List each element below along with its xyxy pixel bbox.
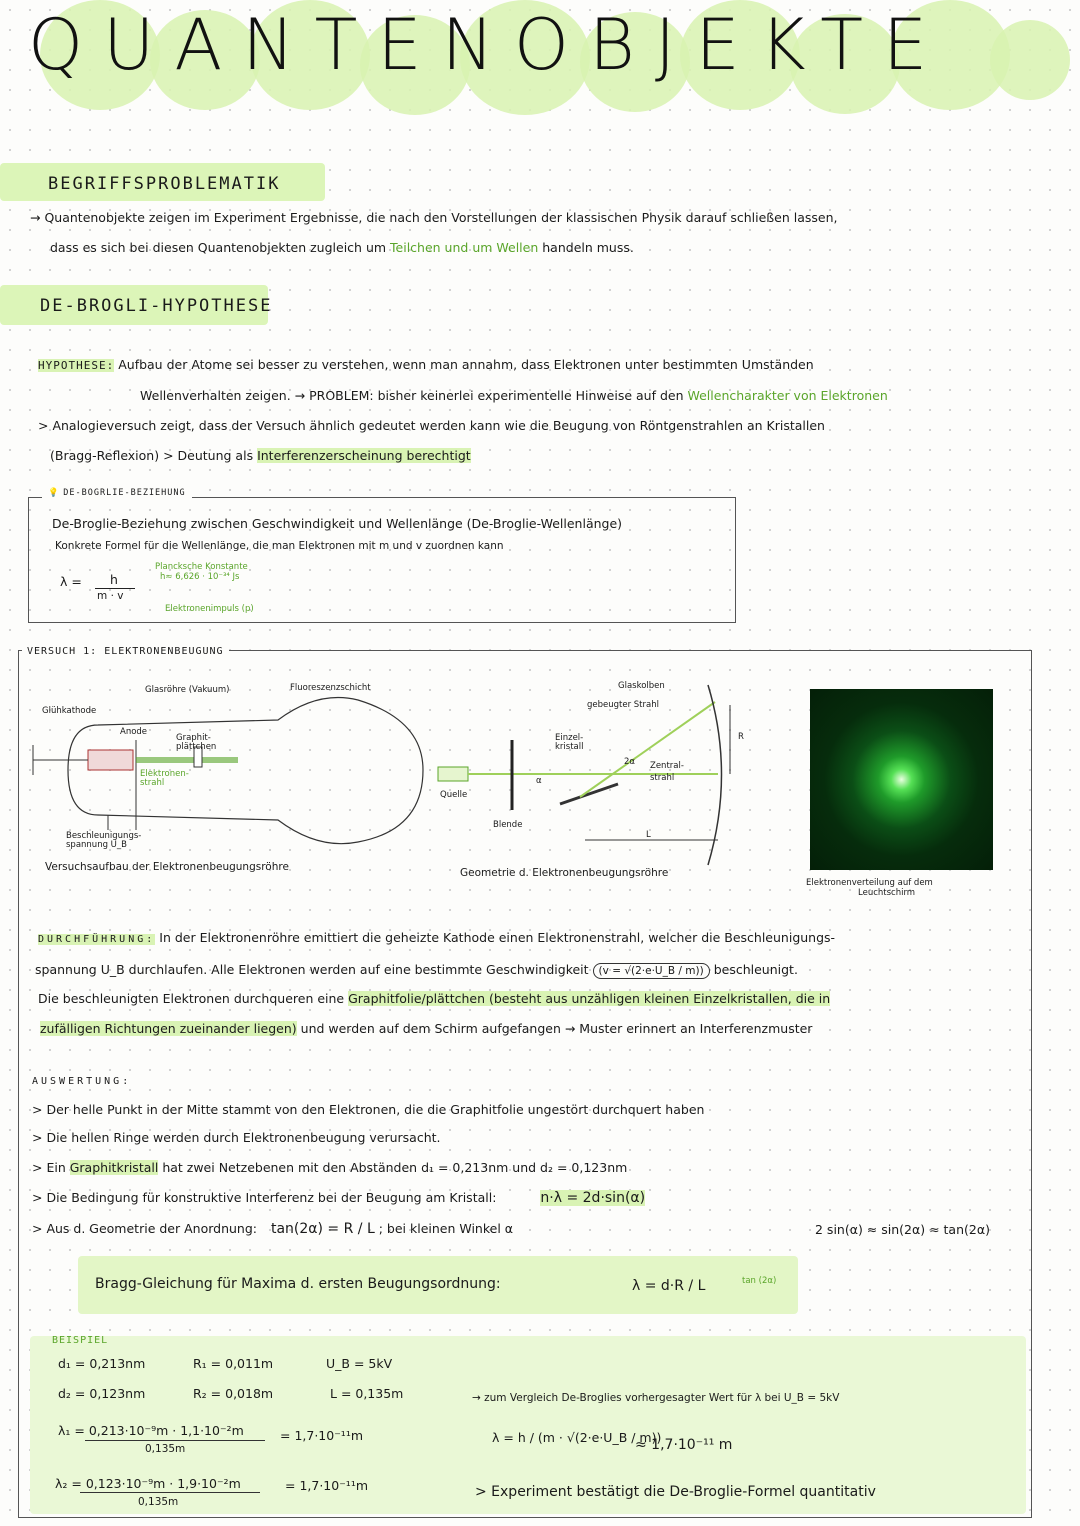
section-heading-versuch: VERSUCH 1: ELEKTRONENBEUGUNG <box>22 646 229 657</box>
label-glasroehre: Glasröhre (Vakuum) <box>145 685 230 695</box>
bragg-note: tan (2α) <box>742 1276 777 1286</box>
hypothesis-line: > Analogieversuch zeigt, dass der Versuch ähnlich gedeutet werden kann wie die Beugung von Röntgenstrahlen an Kristallen <box>38 418 825 433</box>
figure-caption: Versuchsaufbau der Elektronenbeugungsröhre <box>45 861 289 873</box>
hypothesis-line: HYPOTHESE: Aufbau der Atome sei besser zu verstehen, wenn man annahm, dass Elektronen unter bestimmten Umständen <box>38 357 814 372</box>
hypothesis-line: (Bragg-Reflexion) > Deutung als Interferenzerscheinung berechtigt <box>50 448 471 463</box>
label-L: L <box>646 830 651 840</box>
planck-value: h≈ 6,626 · 10⁻³⁴ Js <box>160 572 240 582</box>
impulse-note: Elektronenimpuls (p) <box>165 604 254 614</box>
page-title: QUANTENOBJEKTE <box>28 4 948 86</box>
label-gluehkathode: Glühkathode <box>42 706 97 716</box>
durchfuehrung-line: Die beschleunigten Elektronen durchqueren eine Graphitfolie/plättchen (besteht aus unzähligen kleinen Einzelkristallen, die in <box>38 991 831 1006</box>
relation-text: De-Broglie-Beziehung zwischen Geschwindigkeit und Wellenlänge (De-Broglie-Wellenlänge) <box>52 516 623 531</box>
formula-den: m · v <box>97 590 124 602</box>
label-strahl: Elektronen-strahl <box>140 769 189 788</box>
fraction-line <box>95 588 135 589</box>
fraction-line <box>85 1440 265 1441</box>
figure-caption: Leuchtschirm <box>858 888 916 898</box>
beispiel-label: BEISPIEL <box>52 1335 109 1346</box>
example-result: = 1,7·10⁻¹¹m <box>280 1428 364 1443</box>
example-value: d₁ = 0,213nm <box>58 1356 146 1371</box>
example-calc-den: 0,135m <box>138 1496 179 1508</box>
durchfuehrung-line: zufälligen Richtungen zueinander liegen) und werden auf dem Schirm aufgefangen → Muster erinnert an Interferenzmuster <box>40 1021 813 1036</box>
formula-lhs: λ = <box>60 574 82 589</box>
comparison-result: ≈ 1,7·10⁻¹¹ m <box>635 1437 733 1453</box>
label-R: R <box>738 732 744 742</box>
comparison-formula: λ = h / (m · √(2·e·U_B / m)) <box>492 1430 662 1445</box>
example-value: R₂ = 0,018m <box>193 1386 274 1401</box>
example-value: R₁ = 0,011m <box>193 1356 274 1371</box>
approximation: 2 sin(α) ≈ sin(2α) ≈ tan(2α) <box>815 1222 990 1237</box>
section-heading-begriffsproblematik: BEGRIFFSPROBLEMATIK <box>48 174 281 194</box>
label-anode: Anode <box>120 727 148 737</box>
fraction-line <box>80 1492 260 1493</box>
auswertung-line: > Der helle Punkt in der Mitte stammt von den Elektronen, die die Graphitfolie ungestört durchquert haben <box>32 1102 705 1117</box>
conclusion: > Experiment bestätigt die De-Broglie-Formel quantitativ <box>475 1484 876 1500</box>
label-spannung: Beschleunigungs-spannung U_B <box>66 831 142 850</box>
example-value: L = 0,135m <box>330 1386 404 1401</box>
label-einzelkristall: Einzel-kristall <box>555 733 584 752</box>
label-glaskolben: Glaskolben <box>618 681 665 691</box>
example-value: U_B = 5kV <box>326 1356 393 1371</box>
hypothesis-line: Wellenverhalten zeigen. → PROBLEM: bisher keinerlei experimentelle Hinweise auf den Wellencharakter von Elektronen <box>140 388 888 403</box>
label-gebeugt: gebeugter Strahl <box>587 700 659 710</box>
label-blende: Blende <box>493 820 523 830</box>
diffraction-pattern-image <box>810 689 993 870</box>
auswertung-line: > Aus d. Geometrie der Anordnung: tan(2α) = R / L ; bei kleinen Winkel α <box>32 1221 514 1237</box>
bragg-equation-label: Bragg-Gleichung für Maxima d. ersten Beugungsordnung: <box>95 1276 501 1292</box>
auswertung-line: > Ein Graphitkristall hat zwei Netzebenen mit den Abständen d₁ = 0,213nm und d₂ = 0,123nm <box>32 1160 628 1175</box>
box-label: 💡 DE-BOGRLIE-BEZIEHUNG <box>42 488 192 498</box>
figure-caption: Elektronenverteilung auf dem <box>806 878 933 888</box>
planck-note: Plancksche Konstante <box>155 562 248 572</box>
durchfuehrung-line: DURCHFÜHRUNG: In der Elektronenröhre emittiert die geheizte Kathode einen Elektronenstrahl, welcher die Beschleunigungs- <box>38 930 836 945</box>
section-heading-debroglie: DE-BROGLI-HYPOTHESE <box>40 296 273 316</box>
text-line: dass es sich bei diesen Quantenobjekten zugleich um Teilchen und um Wellen handeln muss. <box>50 240 634 255</box>
example-value: d₂ = 0,123nm <box>58 1386 146 1401</box>
figure-caption: Geometrie d. Elektronenbeugungsröhre <box>460 867 669 879</box>
auswertung-line: > Die Bedingung für konstruktive Interferenz bei der Beugung am Kristall: n·λ = 2d·sin(α) <box>32 1190 646 1206</box>
label-graphit: Graphit-plättchen <box>176 733 217 752</box>
bulb-icon: 💡 <box>48 488 60 498</box>
example-calc: λ₁ = 0,213·10⁻⁹m · 1,1·10⁻²m <box>58 1423 244 1438</box>
label-alpha: α <box>536 776 542 786</box>
label-quelle: Quelle <box>440 790 468 800</box>
durchfuehrung-line: spannung U_B durchlaufen. Alle Elektronen werden auf eine bestimmte Geschwindigkeit (v = √(2·e·U_B / m)) beschleunigt. <box>35 962 798 977</box>
label-angle: 2α <box>624 757 636 767</box>
text-line: → Quantenobjekte zeigen im Experiment Ergebnisse, die nach den Vorstellungen der klassischen Physik darauf schließen lassen, <box>30 210 838 225</box>
label-fluoreszenz: Fluoreszenzschicht <box>290 683 371 693</box>
comparison-text: → zum Vergleich De-Broglies vorhergesagter Wert für λ bei U_B = 5kV <box>472 1392 840 1404</box>
example-calc-den: 0,135m <box>145 1443 186 1455</box>
label-zentral: Zentral-strahl <box>650 761 684 783</box>
relation-text: Konkrete Formel für die Wellenlänge, die man Elektronen mit m und v zuordnen kann <box>55 540 504 552</box>
example-calc: λ₂ = 0,123·10⁻⁹m · 1,9·10⁻²m <box>55 1476 241 1491</box>
bragg-equation: λ = d·R / L <box>632 1278 706 1294</box>
auswertung-line: > Die hellen Ringe werden durch Elektronenbeugung verursacht. <box>32 1130 441 1145</box>
formula-num: h <box>110 572 118 587</box>
example-result: = 1,7·10⁻¹¹m <box>285 1478 369 1493</box>
auswertung-label: AUSWERTUNG: <box>32 1076 132 1087</box>
